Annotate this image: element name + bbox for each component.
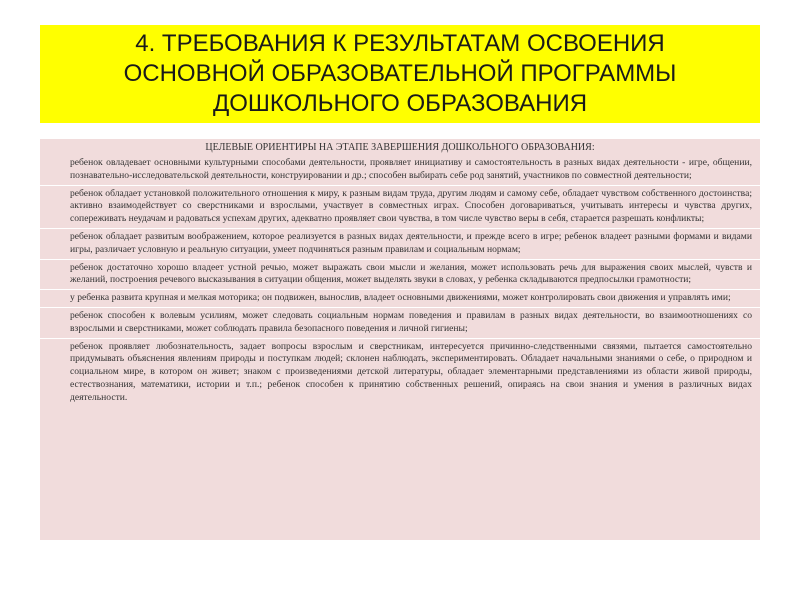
list-item-text: ребенок проявляет любознательность, задает вопросы взрослым и сверстникам, интересуется причинно-следственными связями, пытается самостоятельно придумывать объяснения явлениям природы и поступкам людей; склонен наблюдать, экспериментировать. Обладает начальными знаниями о себе, о природном и социальном мире, в котором он живет; знаком с произведениями детской литературы, обладает элементарными представлениями из области живой природы, естествознания, математики, истории и т.п.; ребенок способен к принятию собственных решений, опираясь на свои знания и умения в различных видах деятельности. bbox=[70, 340, 752, 403]
list-item-text: ребенок достаточно хорошо владеет устной речью, может выражать свои мысли и желания, может использовать речь для выражения своих мыслей, чувств и желаний, построения речевого высказывания в ситуации общения, может выделять звуки в словах, у ребенка складываются предпосылки грамотности; bbox=[70, 261, 752, 286]
divider bbox=[40, 259, 760, 260]
list-item bbox=[48, 262, 752, 288]
title-banner bbox=[40, 25, 760, 123]
slide-title: 4. ТРЕБОВАНИЯ К РЕЗУЛЬТАТАМ ОСВОЕНИЯ ОСНОВНОЙ ОБРАЗОВАТЕЛЬНОЙ ПРОГРАММЫ ДОШКОЛЬНОГО ОБРАЗОВАНИЯ bbox=[123, 30, 677, 117]
divider bbox=[40, 307, 760, 308]
requirements-list bbox=[48, 157, 752, 405]
list-item bbox=[48, 292, 752, 305]
bullet-icon bbox=[48, 188, 70, 226]
list-item-text: ребенок овладевает основными культурными способами деятельности, проявляет инициативу и самостоятельность в разных видах деятельности - игре, общении, познавательно-исследовательской деятельности, конструировании и др.; способен выбирать себе род занятий, участников по совместной деятельности; bbox=[70, 157, 752, 181]
bullet-icon bbox=[48, 310, 70, 336]
list-item-text: у ребенка развита крупная и мелкая моторика; он подвижен, вынослив, владеет основными движениями, может контролировать свои движения и управлять ими; bbox=[70, 292, 731, 304]
list-item bbox=[48, 231, 752, 257]
list-item bbox=[48, 341, 752, 405]
list-item bbox=[48, 157, 752, 183]
content-heading: ЦЕЛЕВЫЕ ОРИЕНТИРЫ НА ЭТАПЕ ЗАВЕРШЕНИЯ ДОШКОЛЬНОГО ОБРАЗОВАНИЯ: bbox=[205, 142, 595, 153]
list-item bbox=[48, 310, 752, 336]
divider bbox=[40, 289, 760, 290]
divider bbox=[40, 228, 760, 229]
content-panel bbox=[40, 139, 760, 540]
list-item-text: ребенок обладает установкой положительного отношения к миру, к разным видам труда, другим людям и самому себе, обладает чувством собственного достоинства; активно взаимодействует со сверстниками и взрослыми, участвует в совместных играх. Способен договариваться, учитывать интересы и чувства других, сопереживать неудачам и радоваться успехам других, адекватно проявляет свои чувства, в том числе чувство веры в себя, старается разрешать конфликты; bbox=[70, 187, 752, 225]
bullet-icon bbox=[48, 292, 70, 305]
bullet-icon bbox=[48, 157, 70, 183]
list-item bbox=[48, 188, 752, 226]
list-item-text: ребенок обладает развитым воображением, которое реализуется в разных видах деятельности, и прежде всего в игре; ребенок владеет разными формами и видами игры, различает условную и реальную ситуации, умеет подчиняться разным правилам и социальным нормам; bbox=[70, 230, 752, 255]
bullet-icon bbox=[48, 341, 70, 405]
bullet-icon bbox=[48, 262, 70, 288]
divider bbox=[40, 338, 760, 339]
list-item-text: ребенок способен к волевым усилиям, может следовать социальным нормам поведения и правилам в разных видах деятельности, во взаимоотношениях со взрослыми и сверстниками, может соблюдать правила безопасного поведения и личной гигиены; bbox=[70, 309, 752, 334]
bullet-icon bbox=[48, 231, 70, 257]
divider bbox=[40, 185, 760, 186]
